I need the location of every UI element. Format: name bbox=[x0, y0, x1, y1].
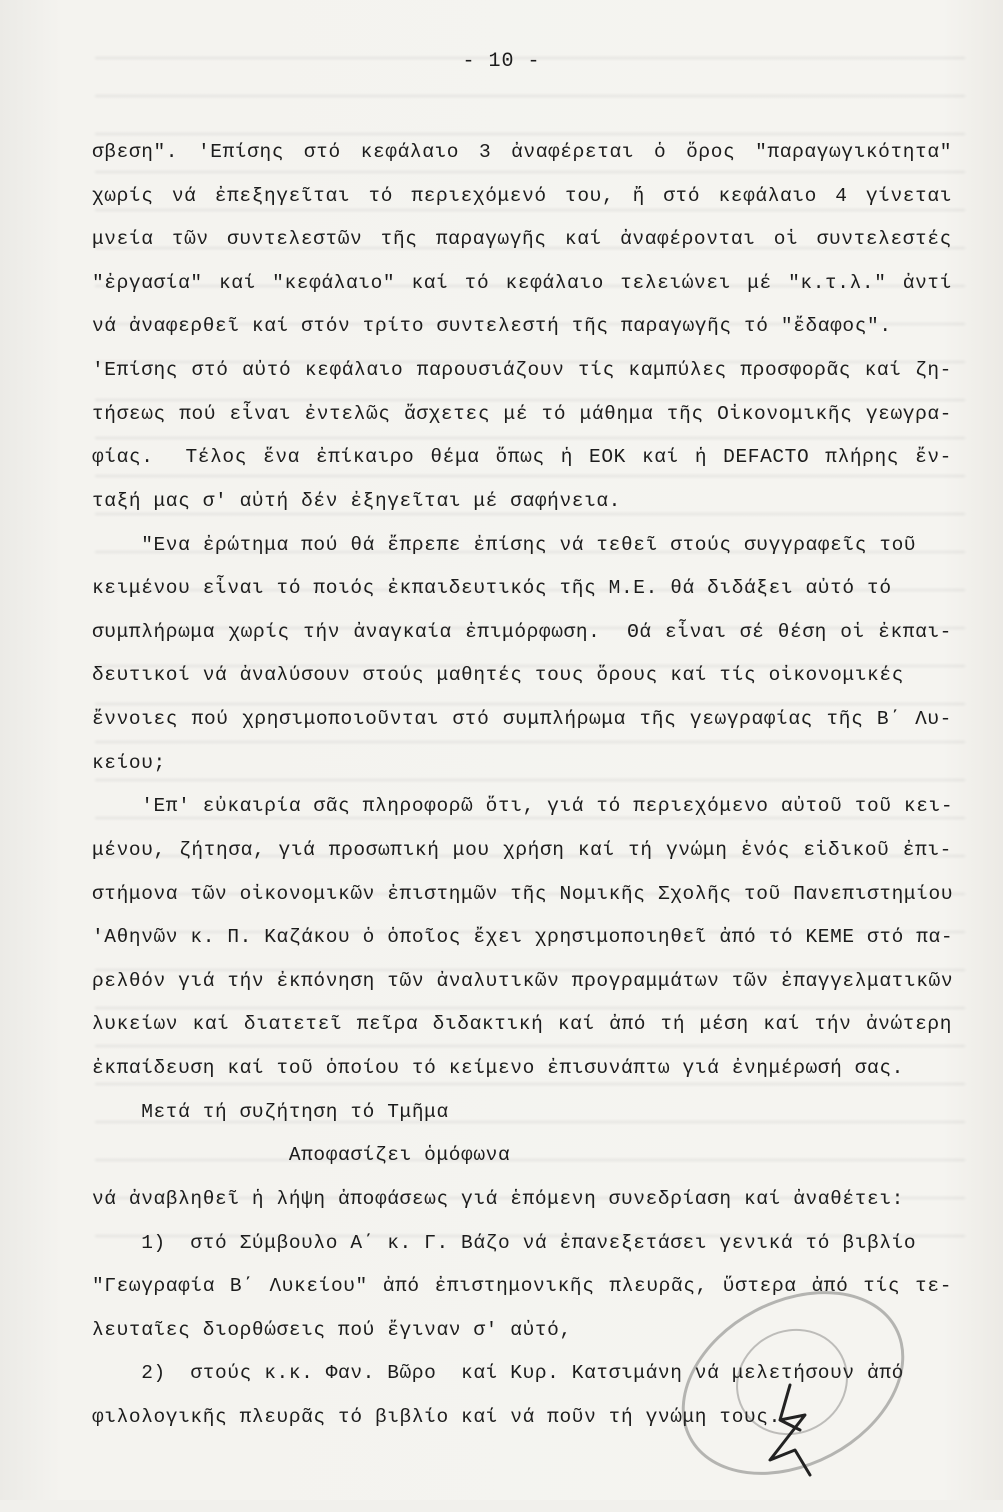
text-line-4: "ἐργασία" καί "κεφάλαιο" καί τό κεφάλαιο τελειώνει μέ "κ.τ.λ." ἀντί bbox=[92, 272, 952, 294]
text-line-9: ταξή μας σ' αὐτή δέν ἐξηγεῖται μέ σαφήνεια. bbox=[92, 490, 621, 512]
text-line-22: ἐκπαίδευση καί τοῦ ὁποίου τό κείμενο ἐπισυνάπτω γιά ἐνημέρωσή σας. bbox=[92, 1057, 904, 1079]
text-line-27: λευταῖες διορθώσεις πού ἔγιναν σ' αὐτό, bbox=[92, 1319, 572, 1341]
text-line-14: ἔννοιες πού χρησιμοποιοῦνται στό συμπλήρωμα τῆς γεωγραφίας τῆς Β΄ Λυ- bbox=[92, 708, 952, 730]
handwritten-signature bbox=[750, 1380, 830, 1480]
text-line-2: χωρίς νά ἐπεξηγεῖται τό περιεχόμενό του, ἤ στό κεφάλαιο 4 γίνεται bbox=[92, 185, 952, 207]
text-line-5: νά ἀναφερθεῖ καί στόν τρίτο συντελεστή τῆς παραγωγῆς τό "ἔδαφος". bbox=[92, 315, 892, 337]
text-line-16: 'Επ' εὐκαιρία σᾶς πληροφορῶ ὅτι, γιά τό περιεχόμενο αὐτοῦ τοῦ κει- bbox=[92, 795, 954, 817]
text-line-29: φιλολογικῆς πλευρᾶς τό βιβλίο καί νά ποῦν τή γνώμη τους. bbox=[92, 1406, 781, 1428]
text-line-28: 2) στούς κ.κ. Φαν. Βῶρο καί Κυρ. Κατσιμάνη νά μελετήσουν ἀπό bbox=[92, 1362, 904, 1384]
text-line-18: στήμονα τῶν οἰκονομικῶν ἐπιστημῶν τῆς Νομικῆς Σχολῆς τοῦ Πανεπιστημίου bbox=[92, 883, 954, 905]
text-line-24: νά ἀναβληθεῖ ἡ λήψη ἀποφάσεως γιά ἑπόμενη συνεδρίαση καί ἀναθέτει: bbox=[92, 1188, 904, 1210]
decision-heading: Αποφασίζει ὁμόφωνα bbox=[92, 1144, 511, 1166]
text-line-7: τήσεως πού εἶναι ἐντελῶς ἄσχετες μέ τό μάθημα τῆς Οἰκονομικῆς γεωγρα- bbox=[92, 403, 952, 425]
text-line-23: Μετά τή συζήτηση τό Τμῆμα bbox=[92, 1101, 449, 1123]
text-line-26: "Γεωγραφία Β΄ Λυκείου" ἀπό ἐπιστημονικῆς πλευρᾶς, ὕστερα ἀπό τίς τε- bbox=[92, 1275, 952, 1297]
text-line-12: συμπλήρωμα χωρίς τήν ἀναγκαία ἐπιμόρφωση. Θά εἶναι σέ θέση οἱ ἐκπαι- bbox=[92, 621, 952, 643]
text-line-13: δευτικοί νά ἀναλύσουν στούς μαθητές τους ὅρους καί τίς οἰκονομικές bbox=[92, 664, 904, 686]
text-line-11: κειμένου εἶναι τό ποιός ἐκπαιδευτικός τῆς Μ.Ε. θά διδάξει αὐτό τό bbox=[92, 577, 892, 599]
text-line-1: σβεση". 'Επίσης στό κεφάλαιο 3 ἀναφέρεται ὁ ὅρος "παραγωγικότητα" bbox=[92, 141, 952, 163]
text-line-10: "Ενα ἐρώτημα πού θά ἔπρεπε ἐπίσης νά τεθεῖ στούς συγγραφεῖς τοῦ bbox=[92, 534, 917, 556]
text-line-8: φίας. Τέλος ἕνα ἐπίκαιρο θέμα ὅπως ἡ ΕΟΚ καί ἡ DEFACTO πλήρης ἔν- bbox=[92, 446, 952, 468]
text-line-19: 'Αθηνῶν κ. Π. Καζάκου ὁ ὁποῖος ἔχει χρησιμοποιηθεῖ ἀπό τό ΚΕΜΕ στό πα- bbox=[92, 926, 954, 948]
text-line-25: 1) στό Σύμβουλο Α΄ κ. Γ. Βάζο νά ἐπανεξετάσει γενικά τό βιβλίο bbox=[92, 1232, 917, 1254]
text-line-6: 'Επίσης στό αὐτό κεφάλαιο παρουσιάζουν τίς καμπύλες προσφορᾶς καί ζη- bbox=[92, 359, 952, 381]
page-number: - 10 - bbox=[462, 50, 541, 73]
text-line-3: μνεία τῶν συντελεστῶν τῆς παραγωγῆς καί ἀναφέρονται οἱ συντελεστές bbox=[92, 228, 952, 250]
text-line-17: μένου, ζήτησα, γιά προσωπική μου χρήση καί τή γνώμη ἑνός εἰδικοῦ ἐπι- bbox=[92, 839, 952, 861]
text-line-21: λυκείων καί διατετεῖ πεῖρα διδακτική καί ἀπό τή μέση καί τήν ἀνώτερη bbox=[92, 1013, 952, 1035]
text-line-15: κείου; bbox=[92, 752, 166, 774]
text-line-20: ρελθόν γιά τήν ἐκπόνηση τῶν ἀναλυτικῶν προγραμμάτων τῶν ἐπαγγελματικῶν bbox=[92, 970, 954, 992]
